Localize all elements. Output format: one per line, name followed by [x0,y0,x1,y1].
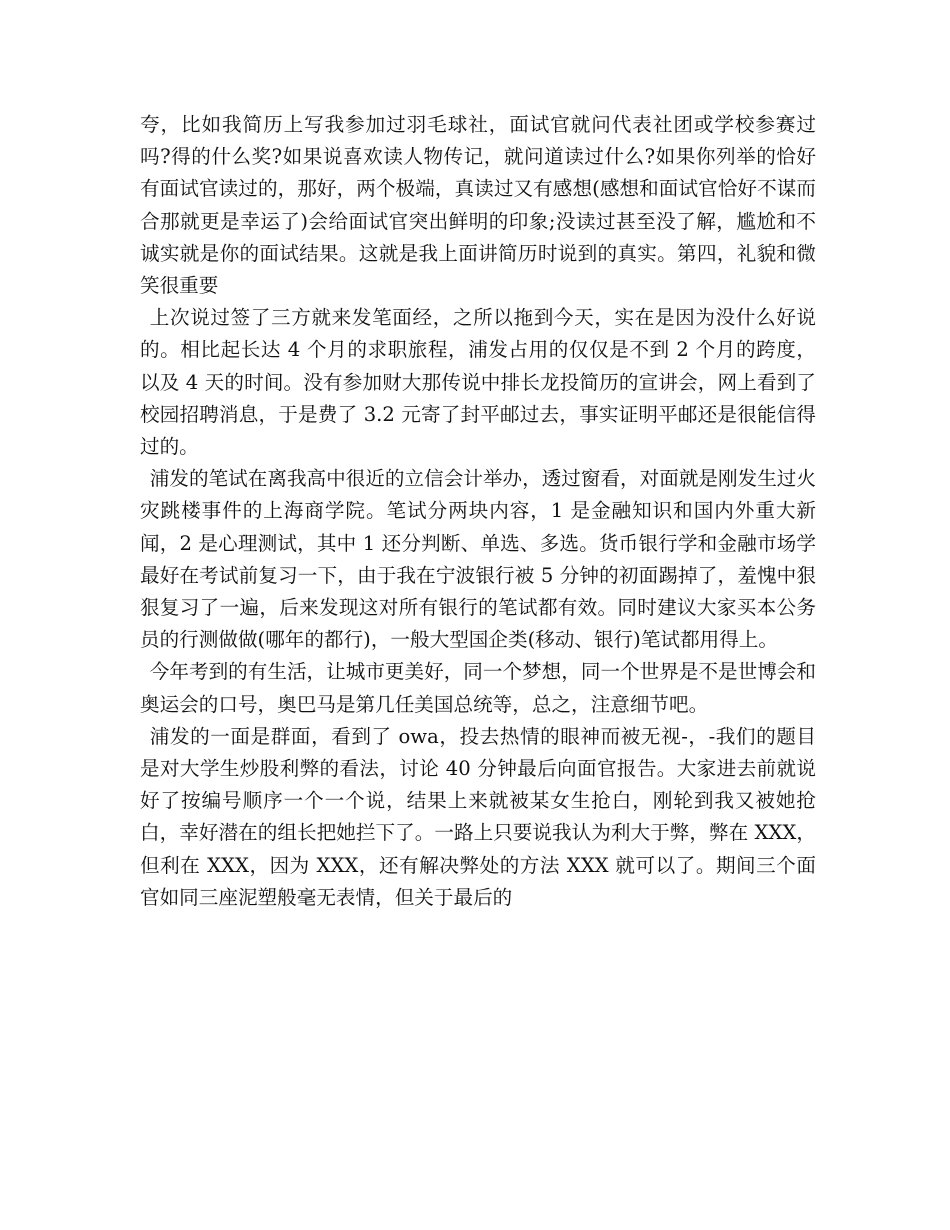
paragraph-4: 今年考到的有生活，让城市更美好，同一个梦想，同一个世界是不是世博会和奥运会的口号，奥巴马是第几任美国总统等，总之，注意细节吧。 [140,660,816,716]
paragraph-1: 夸，比如我简历上写我参加过羽毛球社，面试官就问代表社团或学校参赛过吗?得的什么奖?如果说喜欢读人物传记，就问道读过什么?如果你列举的恰好有面试官读过的，那好，两个极端，真读过又有感想(感想和面试官恰好不谋而合那就更是幸运了)会给面试官突出鲜明的印象;没读过甚至没了解，尴尬和不诚实就是你的面试结果。这就是我上面讲简历时说到的真实。第四，礼貌和微笑很重要 [140,113,816,298]
paragraph-2: 上次说过签了三方就来发笔面经，之所以拖到今天，实在是因为没什么好说的。相比起长达 4 个月的求职旅程，浦发占用的仅仅是不到 2 个月的跨度，以及 4 天的时间。没有参加财大那传说中排长龙投简历的宣讲会，网上看到了校园招聘消息，于是费了 3.2 元寄了封平邮过去，事实证明平邮还是很能信得过的。 [140,306,816,459]
document-body [140,109,816,914]
paragraph-3: 浦发的笔试在离我高中很近的立信会计举办，透过窗看，对面就是刚发生过火灾跳楼事件的上海商学院。笔试分两块内容，1 是金融知识和国内外重大新闻，2 是心理测试，其中 1 还分判断、单选、多选。货币银行学和金融市场学最好在考试前复习一下，由于我在宁波银行被 5 分钟的初面踢掉了，羞愧中狠狠复习了一遍，后来发现这对所有银行的笔试都有效。同时建议大家买本公务员的行测做做(哪年的都行)，一般大型国企类(移动、银行)笔试都用得上。 [140,467,816,652]
paragraph-5: 浦发的一面是群面，看到了 owa，投去热情的眼神而被无视-，-我们的题目是对大学生炒股利弊的看法，讨论 40 分钟最后向面官报告。大家进去前就说好了按编号顺序一个一个说，结果上来就被某女生抢白，刚轮到我又被她抢白，幸好潜在的组长把她拦下了。一路上只要说我认为利大于弊，弊在 XXX，但利在 XXX，因为 XXX，还有解决弊处的方法 XXX 就可以了。期间三个面官如同三座泥塑般毫无表情，但关于最后的 [140,724,816,909]
